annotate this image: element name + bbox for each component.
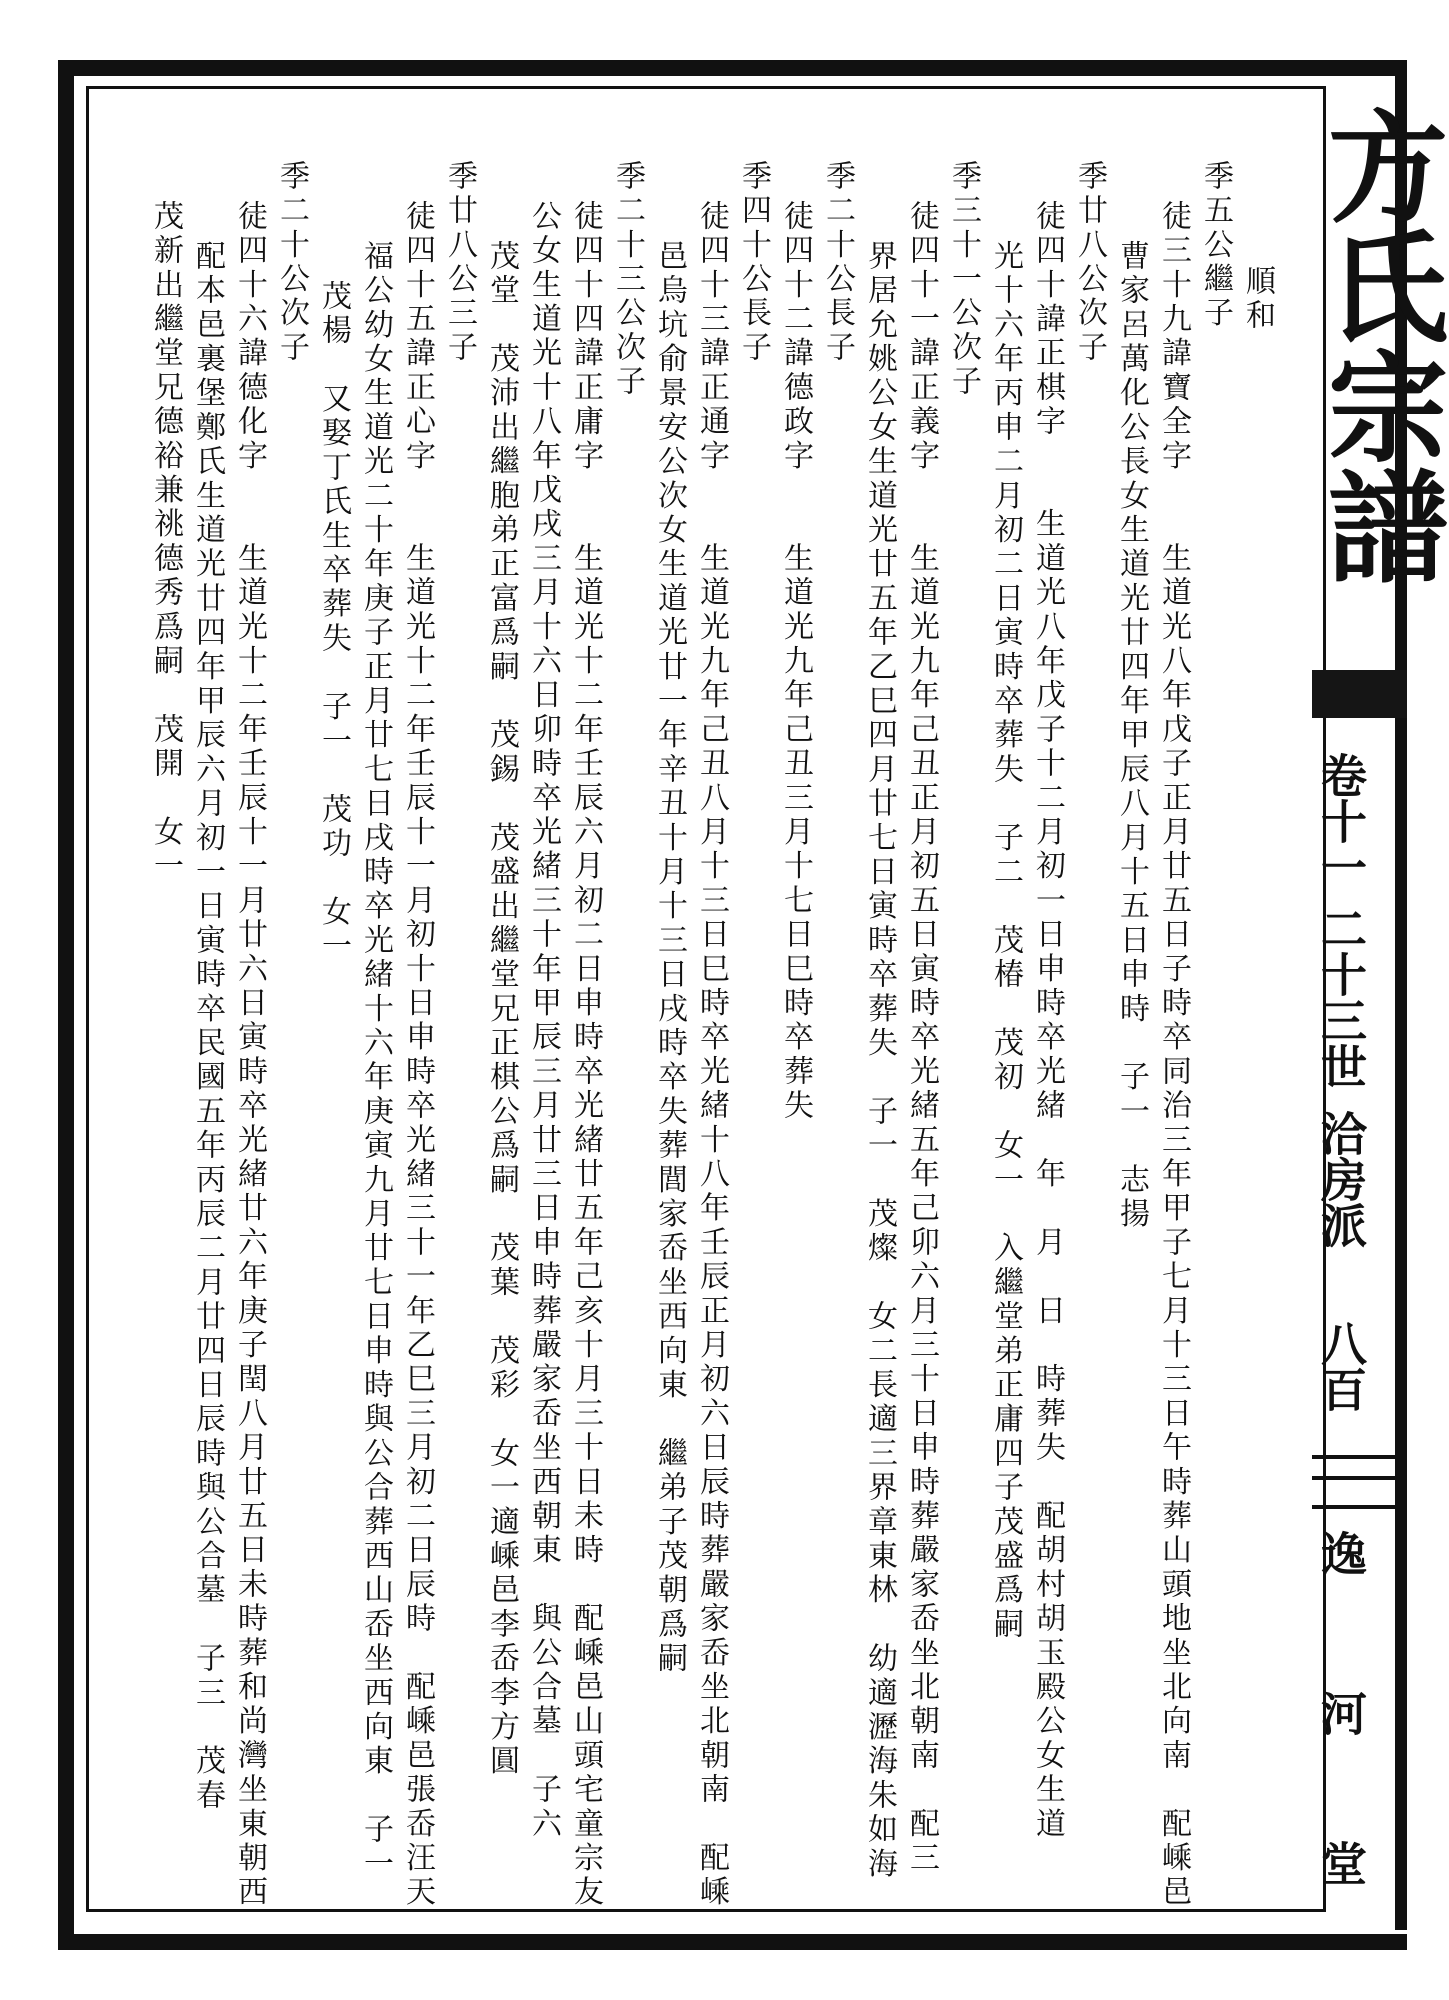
text-column: 界居允姚公女生道光廿五年乙巳四月廿七日寅時卒葬失 子一 茂燦 女二長適三界章東林 幼適瀝海朱如海 — [862, 240, 897, 1882]
text-column: 徒四十諱正棋字 生道光八年戊子十二月初一日申時卒光緒 年 月 日 時葬失 配胡村胡玉殿公女生道 — [1030, 200, 1065, 1842]
text-column: 季廿八公次子 — [1072, 160, 1107, 366]
text-column: 徒四十五諱正心字 生道光十二年壬辰十一月初十日申時卒光緒三十一年乙巳三月初二日辰時 配嵊邑張岙汪天 — [400, 200, 435, 1910]
page-number: 八百 — [1314, 1320, 1368, 1412]
text-column: 季二十公次子 — [274, 160, 309, 366]
hall-name-char-1: 逸 — [1314, 1530, 1368, 1576]
text-column: 徒四十四諱正庸字 生道光十二年壬辰六月初二日申時卒光緒廿五年己亥十月三十日未時 配嵊邑山頭宅童宗友 — [568, 200, 603, 1910]
text-column: 曹家呂萬化公長女生道光廿四年甲辰八月十五日申時 子一 志揚 — [1114, 240, 1149, 1232]
text-column: 茂楊 又娶丁氏生卒葬失 子一 茂功 女一 — [316, 280, 351, 964]
branch-label: 洽房派 — [1314, 1110, 1368, 1248]
text-column: 邑烏坑俞景安公次女生道光廿一年辛丑十月十三日戌時卒失葬閭家岙坐西向東 繼弟子茂朝爲嗣 — [652, 240, 687, 1677]
margin-black-band — [1312, 670, 1407, 718]
text-column: 福公幼女生道光二十年庚子正月廿七日戌時卒光緒十六年庚寅九月廿七日申時與公合葬西山岙坐西向東 子一 — [358, 240, 393, 1882]
text-column: 季五公繼子 — [1198, 160, 1233, 331]
hall-name-char-3: 堂 — [1314, 1840, 1368, 1886]
text-column: 季二十三公次子 — [610, 160, 645, 400]
genealogy-title: 方氏宗譜 — [1308, 105, 1449, 585]
text-column: 徒四十三諱正通字 生道光九年己丑八月十三日巳時卒光緒十八年壬辰正月初六日辰時葬嚴家岙坐北朝南 配嵊 — [694, 200, 729, 1910]
text-column: 徒三十九諱寶全字 生道光八年戊子正月廿五日子時卒同治三年甲子七月十三日午時葬山頭地坐北向南 配嵊邑 — [1156, 200, 1191, 1910]
hall-name-char-2: 河 — [1314, 1690, 1368, 1736]
generation-label: 二十三世 — [1314, 905, 1368, 1089]
text-column: 季四十公長子 — [736, 160, 771, 366]
text-column: 順和 — [1240, 265, 1275, 334]
text-column: 公女生道光十八年戊戌三月十六日卯時卒光緒三十年甲辰三月廿三日申時葬嚴家岙坐西朝東 與公合墓 子六 — [526, 200, 561, 1842]
text-column: 徒四十六諱德化字 生道光十二年壬辰十一月廿六日寅時卒光緒廿六年庚子閏八月廿五日未時葬和尚灣坐東朝西 — [232, 200, 267, 1910]
text-column: 季二十公長子 — [820, 160, 855, 366]
text-column: 季三十一公次子 — [946, 160, 981, 400]
text-column: 茂新出繼堂兄德裕兼祧德秀爲嗣 茂開 女一 — [148, 200, 183, 884]
text-column: 光十六年丙申二月初二日寅時卒葬失 子二 茂椿 茂初 女一 入繼堂弟正庸四子茂盛爲嗣 — [988, 240, 1023, 1643]
text-column: 徒四十一諱正義字 生道光九年己丑正月初五日寅時卒光緒五年己卯六月三十日申時葬嚴家岙坐北朝南 配三 — [904, 200, 939, 1876]
text-column: 配本邑裏堡鄭氏生道光廿四年甲辰六月初一日寅時卒民國五年丙辰二月廿四日辰時與公合墓 子三 茂春 — [190, 240, 225, 1814]
text-column: 徒四十二諱德政字 生道光九年己丑三月十七日巳時卒葬失 — [778, 200, 813, 1124]
volume-label: 卷十一 — [1314, 752, 1368, 890]
text-column: 茂堂 茂沛出繼胞弟正富爲嗣 茂錫 茂盛出繼堂兄正棋公爲嗣 茂葉 茂彩 女一適嵊邑李岙李方圓 — [484, 240, 519, 1779]
margin-rule-lines — [1312, 1455, 1402, 1509]
text-column: 季廿八公三子 — [442, 160, 477, 366]
